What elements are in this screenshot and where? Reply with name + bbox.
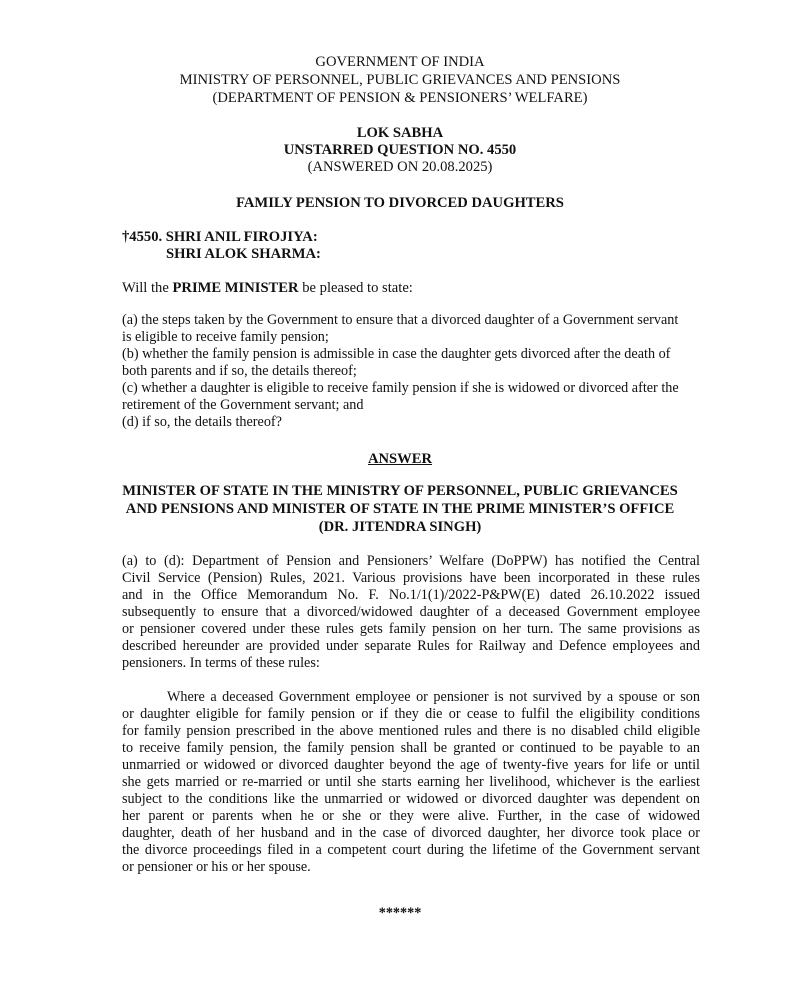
prompt-pre: Will the	[122, 280, 173, 296]
question-line: (a) the steps taken by the Government to ensure that a divorced daughter of a Government servant	[122, 312, 679, 328]
answer-line: subsequently to ensure that a divorced/widowed daughter of a deceased Government employee	[122, 604, 700, 620]
minister-line-2: AND PENSIONS AND MINISTER OF STATE IN THE PRIME MINISTER’S OFFICE	[125, 501, 675, 517]
end-marker: ******	[378, 905, 422, 921]
provision-line: unmarried or widowed or divorced daughter beyond the age of twenty-five years for life or until	[122, 757, 700, 773]
provision-line: or pensioner or his or her spouse.	[122, 859, 311, 875]
question-number: UNSTARRED QUESTION NO. 4550	[283, 142, 517, 158]
subject-title: FAMILY PENSION TO DIVORCED DAUGHTERS	[236, 195, 564, 211]
question-line: both parents and if so, the details thereof;	[122, 363, 357, 379]
member-line-1: †4550. SHRI ANIL FIROJIYA:	[122, 229, 318, 245]
prompt-addressee: PRIME MINISTER	[172, 280, 299, 296]
answer-heading: ANSWER	[367, 451, 433, 467]
answer-line: pensioners. In terms of these rules:	[122, 655, 320, 671]
question-line: (b) whether the family pension is admissible in case the daughter gets divorced after the death of	[122, 346, 671, 362]
provision-line: to receive family pension, the family pension shall be granted or continued to be payable to an	[122, 740, 700, 756]
answer-line: (a) to (d): Department of Pension and Pensioners’ Welfare (DoPPW) has notified the Central	[122, 553, 700, 569]
provision-line: Where a deceased Government employee or pensioner is not survived by a spouse or son	[167, 689, 700, 705]
provision-line: her parent or parents when he or she or they were alive. Further, in the case of widowed	[122, 808, 700, 824]
question-line: retirement of the Government servant; and	[122, 397, 364, 413]
answer-heading-wrap	[0, 450, 800, 468]
provision-line: daughter, death of her husband and in the case of divorced daughter, her divorce took place or	[122, 825, 700, 841]
prompt-post: be pleased to state:	[298, 280, 413, 296]
prompt-line	[122, 279, 413, 297]
provision-line: or daughter eligible for family pension or if they die or cease to fulfil the eligibility conditions	[122, 706, 700, 722]
provision-line: subject to the conditions like the unmarried or widowed or divorced daughter was dependent on	[122, 791, 700, 807]
question-line: (d) if so, the details thereof?	[122, 414, 282, 430]
minister-name: (DR. JITENDRA SINGH)	[318, 519, 482, 535]
question-line: is eligible to receive family pension;	[122, 329, 329, 345]
provision-line: she gets married or re-married or until she starts earning her livelihood, whichever is the earliest	[122, 774, 700, 790]
header-ministry: MINISTRY OF PERSONNEL, PUBLIC GRIEVANCES AND PENSIONS	[179, 72, 621, 88]
answer-line: or pensioner covered under these rules gets family pension on her turn. The same provisions as	[122, 621, 700, 637]
answered-date: (ANSWERED ON 20.08.2025)	[307, 159, 493, 175]
provision-line: for family pension prescribed in the above mentioned rules and there is no disabled child eligible	[122, 723, 700, 739]
answer-line: described hereunder are provided under separate Rules for Railway and Defence employees and	[122, 638, 700, 654]
question-line: (c) whether a daughter is eligible to receive family pension if she is widowed or divorced after the	[122, 380, 679, 396]
minister-line-1: MINISTER OF STATE IN THE MINISTRY OF PERSONNEL, PUBLIC GRIEVANCES	[122, 483, 678, 499]
house-name: LOK SABHA	[356, 125, 444, 141]
member-line-2: SHRI ALOK SHARMA:	[166, 246, 321, 262]
answer-line: Civil Service (Pension) Rules, 2021. Various provisions have been incorporated in these rules	[122, 570, 700, 586]
header-department: (DEPARTMENT OF PENSION & PENSIONERS’ WELFARE)	[212, 90, 588, 106]
provision-line: the divorce proceedings filed in a competent court during the lifetime of the Government servant	[122, 842, 700, 858]
header-government: GOVERNMENT OF INDIA	[315, 54, 485, 70]
answer-line: and in the Office Memorandum No. F. No.1/1(1)/2022-P&PW(E) dated 26.10.2022 issued	[122, 587, 700, 603]
